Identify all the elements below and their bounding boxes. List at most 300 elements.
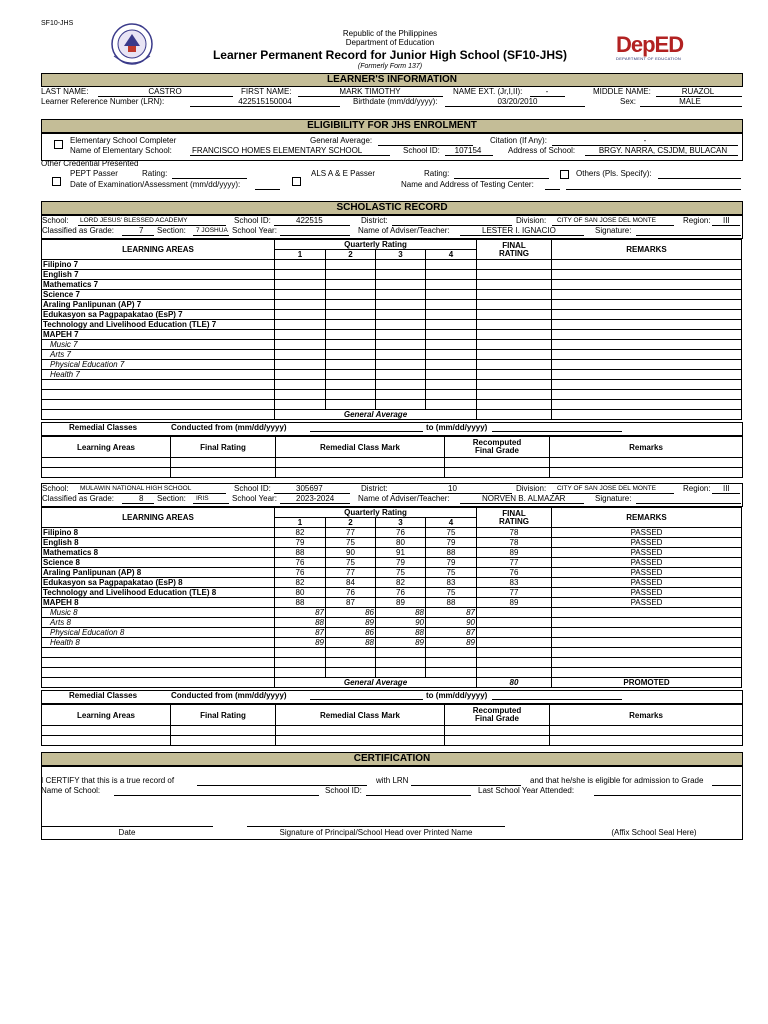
quarter-3-grade[interactable]: 88 (376, 628, 426, 638)
quarter-3-grade[interactable]: 90 (376, 618, 426, 628)
final-rating[interactable] (477, 638, 552, 648)
elem-school-value[interactable]: FRANCISCO HOMES ELEMENTARY SCHOOL (192, 146, 363, 155)
table-row (42, 350, 742, 360)
quarter-3-grade[interactable] (376, 320, 426, 330)
quarter-4-grade[interactable] (426, 310, 477, 320)
final-rating[interactable]: 89 (477, 598, 552, 608)
quarter-4-grade[interactable] (426, 360, 477, 370)
quarter-3-grade[interactable] (376, 300, 426, 310)
quarter-2-grade[interactable] (326, 270, 376, 280)
general-average-value[interactable] (477, 410, 552, 420)
quarter-2-grade[interactable] (326, 350, 376, 360)
birthdate-value[interactable]: 03/20/2010 (497, 97, 538, 106)
final-rating[interactable] (477, 628, 552, 638)
quarter-3-grade[interactable] (376, 390, 426, 400)
final-rating[interactable] (477, 618, 552, 628)
first-name-value[interactable]: MARK TIMOTHY (339, 87, 401, 96)
district-value[interactable]: 10 (448, 484, 457, 493)
remarks-cell[interactable] (552, 638, 742, 648)
quarter-3-grade[interactable] (376, 658, 426, 668)
subject-name: MAPEH 8 (42, 598, 275, 608)
header-department: Department of Education (345, 38, 435, 47)
quarter-4-grade[interactable] (426, 320, 477, 330)
quarter-2-header: 2 (326, 250, 376, 260)
quarter-2-grade[interactable] (326, 400, 376, 410)
remarks-cell[interactable]: PASSED (552, 598, 742, 608)
quarter-2-grade[interactable] (326, 648, 376, 658)
quarter-1-grade[interactable] (275, 340, 326, 350)
remedial-cell[interactable] (276, 726, 445, 736)
final-rating[interactable] (477, 340, 552, 350)
quarter-4-header: 4 (426, 250, 477, 260)
cert-school-label: Name of School: (41, 786, 101, 795)
final-rating[interactable] (477, 310, 552, 320)
remedial-cell[interactable] (171, 726, 276, 736)
address-value[interactable]: BRGY. NARRA, CSJDM, BULACAN (598, 146, 728, 155)
quarter-2-grade[interactable]: 75 (326, 558, 376, 568)
final-rating[interactable] (477, 648, 552, 658)
final-rating[interactable]: 89 (477, 548, 552, 558)
quarter-1-grade[interactable] (275, 370, 326, 380)
quarter-4-grade[interactable]: 75 (426, 568, 477, 578)
quarter-1-grade[interactable] (275, 668, 326, 678)
section-value[interactable]: 7 JOSHUA (196, 227, 228, 234)
quarter-1-grade[interactable] (275, 290, 326, 300)
remarks-cell[interactable] (552, 668, 742, 678)
remedial-cell[interactable] (42, 736, 171, 746)
quarter-4-grade[interactable] (426, 648, 477, 658)
quarter-2-grade[interactable] (326, 340, 376, 350)
remedial-cell[interactable] (42, 726, 171, 736)
subject-name: Edukasyon sa Pagpapakatao (EsP) 7 (42, 310, 275, 320)
quarter-2-grade[interactable] (326, 260, 376, 270)
quarter-1-grade[interactable]: 82 (275, 578, 326, 588)
quarter-2-grade[interactable] (326, 280, 376, 290)
remarks-cell[interactable] (552, 340, 742, 350)
final-rating-header (477, 240, 552, 260)
quarter-2-grade[interactable]: 84 (326, 578, 376, 588)
quarter-4-header: 4 (426, 518, 477, 528)
division-value[interactable]: CITY OF SAN JOSE DEL MONTE (557, 217, 656, 224)
quarter-2-grade[interactable]: 86 (326, 628, 376, 638)
quarter-2-grade[interactable]: 87 (326, 598, 376, 608)
quarter-4-grade[interactable] (426, 350, 477, 360)
cert-last-sy-line (594, 795, 741, 796)
remedial-row (42, 458, 743, 468)
remedial-cell[interactable] (445, 458, 550, 468)
als-checkbox[interactable] (292, 177, 301, 186)
quarter-1-grade[interactable] (275, 360, 326, 370)
quarter-4-grade[interactable] (426, 290, 477, 300)
quarter-1-grade[interactable]: 80 (275, 588, 326, 598)
quarter-4-grade[interactable] (426, 280, 477, 290)
final-rating[interactable] (477, 290, 552, 300)
quarter-2-grade[interactable] (326, 380, 376, 390)
general-average-label: General Average (275, 678, 477, 688)
quarter-2-grade[interactable] (326, 300, 376, 310)
final-rating[interactable]: 78 (477, 538, 552, 548)
quarter-4-grade[interactable]: 79 (426, 558, 477, 568)
remarks-cell[interactable]: PASSED (552, 568, 742, 578)
general-average-remarks[interactable]: PROMOTED (552, 678, 742, 688)
final-rating[interactable] (477, 270, 552, 280)
quarter-3-grade[interactable]: 82 (376, 578, 426, 588)
deped-logo-text: DepED (616, 32, 684, 57)
remarks-cell[interactable] (552, 360, 742, 370)
quarter-1-grade[interactable] (275, 310, 326, 320)
quarter-2-grade[interactable] (326, 668, 376, 678)
subject-name: Mathematics 7 (42, 280, 275, 290)
remarks-cell[interactable] (552, 618, 742, 628)
name-ext-value[interactable]: - (545, 87, 549, 96)
others-checkbox[interactable] (560, 170, 569, 179)
remedial-cell[interactable] (550, 458, 743, 468)
als-label: ALS A & E Passer (311, 169, 376, 178)
quarter-2-grade[interactable] (326, 360, 376, 370)
final-rating[interactable] (477, 330, 552, 340)
quarter-3-grade[interactable]: 79 (376, 558, 426, 568)
final-rating[interactable]: 76 (477, 568, 552, 578)
last-name-value[interactable]: CASTRO (148, 87, 182, 96)
quarter-4-grade[interactable]: 87 (426, 628, 477, 638)
remedial-cell[interactable] (550, 726, 743, 736)
quarter-4-grade[interactable]: 87 (426, 608, 477, 618)
quarter-4-grade[interactable] (426, 340, 477, 350)
remarks-cell[interactable] (552, 260, 742, 270)
final-rating[interactable] (477, 658, 552, 668)
lrn-label: Learner Reference Number (LRN): (41, 97, 165, 106)
rem-class-mark-header: Remedial Class Mark (276, 705, 445, 726)
remedial-cell[interactable] (42, 458, 171, 468)
quarter-3-grade[interactable]: 89 (376, 598, 426, 608)
remedial-cell[interactable] (171, 468, 276, 478)
quarter-3-grade[interactable] (376, 648, 426, 658)
others-label: Others (Pls. Specify): (576, 169, 652, 178)
citation-value[interactable]: - (643, 136, 647, 145)
region-value[interactable]: III (723, 484, 730, 493)
remarks-cell[interactable] (552, 280, 742, 290)
birthdate-line (445, 106, 585, 107)
quarter-3-grade[interactable]: 88 (376, 608, 426, 618)
subject-name: English 7 (42, 270, 275, 280)
quarter-1-grade[interactable]: 88 (275, 548, 326, 558)
elem-completer-checkbox[interactable] (54, 140, 63, 149)
general-average-value[interactable]: 80 (477, 678, 552, 688)
final-rating[interactable] (477, 380, 552, 390)
remedial-cell[interactable] (550, 468, 743, 478)
quarter-4-grade[interactable] (426, 400, 477, 410)
adviser-line (460, 503, 584, 504)
quarter-4-grade[interactable]: 83 (426, 578, 477, 588)
quarter-4-grade[interactable] (426, 658, 477, 668)
remarks-cell[interactable] (552, 380, 742, 390)
exam-date-label: Date of Examination/Assessment (mm/dd/yyyy): (70, 180, 241, 189)
final-rating[interactable] (477, 400, 552, 410)
table-row (42, 628, 742, 638)
remarks-cell[interactable] (552, 370, 742, 380)
quarter-2-grade[interactable]: 77 (326, 528, 376, 538)
quarter-1-grade[interactable] (275, 260, 326, 270)
subject-name: Technology and Livelihood Education (TLE) 8 (42, 588, 275, 598)
quarter-4-grade[interactable] (426, 300, 477, 310)
quarter-3-grade[interactable] (376, 380, 426, 390)
remedial-cell[interactable] (171, 736, 276, 746)
quarter-4-grade[interactable]: 79 (426, 538, 477, 548)
quarter-3-grade[interactable] (376, 280, 426, 290)
quarter-3-grade[interactable] (376, 270, 426, 280)
page-title: Learner Permanent Record for Junior High School (SF10-JHS) (212, 48, 568, 62)
remedial-cell[interactable] (171, 458, 276, 468)
subject-name: Science 7 (42, 290, 275, 300)
quarter-2-grade[interactable]: 89 (326, 618, 376, 628)
remedial-cell[interactable] (445, 736, 550, 746)
quarter-2-grade[interactable]: 88 (326, 638, 376, 648)
quarter-3-grade[interactable] (376, 400, 426, 410)
quarter-4-grade[interactable] (426, 380, 477, 390)
quarter-3-grade[interactable]: 91 (376, 548, 426, 558)
quarter-2-grade[interactable] (326, 330, 376, 340)
quarter-2-grade[interactable] (326, 310, 376, 320)
remarks-cell[interactable] (552, 270, 742, 280)
remedial-cell[interactable] (445, 468, 550, 478)
quarter-1-grade[interactable] (275, 380, 326, 390)
final-rating[interactable] (477, 360, 552, 370)
rem-final-rating-header: Final Rating (171, 705, 276, 726)
subject-name: Araling Panlipunan (AP) 7 (42, 300, 275, 310)
general-average-spacer (42, 410, 275, 420)
remarks-cell[interactable]: PASSED (552, 578, 742, 588)
lrn-value[interactable]: 422515150004 (238, 97, 292, 106)
remarks-cell[interactable] (552, 390, 742, 400)
final-rating[interactable] (477, 350, 552, 360)
remarks-cell[interactable] (552, 648, 742, 658)
remedial-cell[interactable] (445, 726, 550, 736)
quarter-1-grade[interactable] (275, 320, 326, 330)
remarks-cell[interactable] (552, 330, 742, 340)
cert-school-id-label: School ID: (325, 786, 362, 795)
quarter-4-grade[interactable] (426, 270, 477, 280)
quarter-4-grade[interactable]: 75 (426, 528, 477, 538)
quarter-4-grade[interactable] (426, 668, 477, 678)
quarter-3-grade[interactable]: 76 (376, 528, 426, 538)
quarter-2-grade[interactable] (326, 370, 376, 380)
quarter-1-grade[interactable]: 79 (275, 538, 326, 548)
remarks-cell[interactable]: PASSED (552, 588, 742, 598)
quarter-1-grade[interactable] (275, 330, 326, 340)
birthdate-label: Birthdate (mm/dd/yyyy): (353, 97, 438, 106)
school-id-value[interactable]: 107154 (454, 146, 482, 155)
final-rating[interactable] (477, 390, 552, 400)
section-label: Section: (157, 226, 186, 235)
grade-value[interactable]: 8 (139, 494, 144, 503)
quarter-3-grade[interactable] (376, 290, 426, 300)
quarter-4-grade[interactable]: 88 (426, 548, 477, 558)
final-rating[interactable]: 77 (477, 588, 552, 598)
remarks-cell[interactable] (552, 290, 742, 300)
remedial-bar (41, 422, 743, 437)
quarter-3-grade[interactable]: 89 (376, 638, 426, 648)
remarks-cell[interactable]: PASSED (552, 548, 742, 558)
quarter-2-grade[interactable]: 75 (326, 538, 376, 548)
rating-label: RATING (498, 248, 530, 258)
quarter-1-grade[interactable] (275, 270, 326, 280)
remarks-cell[interactable] (552, 608, 742, 618)
remedial-cell[interactable] (276, 468, 445, 478)
final-rating[interactable] (477, 370, 552, 380)
remarks-cell[interactable] (552, 300, 742, 310)
grade-value[interactable]: 7 (139, 226, 144, 235)
quarterly-rating-header: Quarterly Rating (275, 508, 477, 518)
general-average-spacer (42, 678, 275, 688)
school-year-value[interactable]: 2023-2024 (296, 494, 335, 503)
school-label: School: (42, 216, 69, 225)
pept-checkbox[interactable] (52, 177, 61, 186)
rem-class-mark-header: Remedial Class Mark (276, 437, 445, 458)
conducted-to-line (492, 431, 622, 432)
remedial-cell[interactable] (276, 736, 445, 746)
remarks-cell[interactable]: PASSED (552, 528, 742, 538)
table-row (42, 290, 742, 300)
with-lrn-text: with LRN (376, 776, 409, 785)
final-rating[interactable] (477, 260, 552, 270)
conducted-to-line (492, 699, 622, 700)
division-value[interactable]: CITY OF SAN JOSE DEL MONTE (557, 485, 656, 492)
quarter-1-grade[interactable] (275, 658, 326, 668)
remarks-cell[interactable] (552, 400, 742, 410)
quarter-3-grade[interactable] (376, 310, 426, 320)
final-rating[interactable] (477, 608, 552, 618)
quarter-4-grade[interactable]: 75 (426, 588, 477, 598)
exam-date-line (255, 189, 280, 190)
quarter-3-grade[interactable] (376, 330, 426, 340)
quarter-1-grade[interactable]: 76 (275, 568, 326, 578)
final-rating[interactable]: 77 (477, 558, 552, 568)
middle-name-value[interactable]: RUAZOL (681, 87, 715, 96)
remarks-cell[interactable] (552, 310, 742, 320)
quarter-4-grade[interactable] (426, 370, 477, 380)
eligible-text: and that he/she is eligible for admission to Grade (530, 776, 704, 785)
remarks-cell[interactable] (552, 320, 742, 330)
table-row (42, 380, 742, 390)
quarter-4-grade[interactable] (426, 390, 477, 400)
quarter-3-grade[interactable] (376, 668, 426, 678)
table-row (42, 568, 742, 578)
quarter-4-grade[interactable] (426, 330, 477, 340)
quarter-4-grade[interactable]: 89 (426, 638, 477, 648)
rem-final-rating-header: Final Rating (171, 437, 276, 458)
final-rating[interactable] (477, 300, 552, 310)
quarter-1-grade[interactable]: 76 (275, 558, 326, 568)
testing-center-line (545, 189, 560, 190)
quarter-3-grade[interactable]: 80 (376, 538, 426, 548)
school-id-line (274, 225, 350, 226)
quarter-2-grade[interactable] (326, 390, 376, 400)
quarter-2-grade[interactable] (326, 320, 376, 330)
remarks-cell[interactable] (552, 350, 742, 360)
final-rating[interactable] (477, 668, 552, 678)
quarter-1-grade[interactable]: 87 (275, 608, 326, 618)
adviser-value[interactable]: NORVEN B. ALMAZAR (482, 494, 566, 503)
final-rating[interactable] (477, 320, 552, 330)
quarter-1-grade[interactable] (275, 400, 326, 410)
final-rating[interactable] (477, 280, 552, 290)
quarter-1-grade[interactable]: 88 (275, 618, 326, 628)
school-value[interactable]: LORD JESUS' BLESSED ACADEMY (80, 217, 188, 224)
quarter-1-grade[interactable]: 87 (275, 628, 326, 638)
quarter-4-grade[interactable]: 90 (426, 618, 477, 628)
quarter-3-grade[interactable] (376, 350, 426, 360)
adviser-value[interactable]: LESTER I. IGNACIO (482, 226, 556, 235)
grades-table (41, 239, 742, 420)
remarks-cell[interactable] (552, 658, 742, 668)
school-id-value[interactable]: 305697 (296, 484, 323, 493)
quarter-1-grade[interactable] (275, 280, 326, 290)
remarks-cell[interactable]: PASSED (552, 558, 742, 568)
sex-value[interactable]: MALE (679, 97, 701, 106)
quarter-3-grade[interactable]: 75 (376, 568, 426, 578)
table-row (42, 558, 742, 568)
general-average-remarks[interactable] (552, 410, 742, 420)
quarter-2-grade[interactable]: 76 (326, 588, 376, 598)
header-subtitle: (Formerly Form 137) (357, 63, 423, 70)
quarter-3-grade[interactable] (376, 360, 426, 370)
quarter-3-grade[interactable] (376, 340, 426, 350)
quarter-4-grade[interactable] (426, 260, 477, 270)
region-label: Region: (683, 484, 711, 493)
remarks-cell[interactable]: PASSED (552, 538, 742, 548)
quarter-1-grade[interactable] (275, 648, 326, 658)
quarter-3-grade[interactable] (376, 370, 426, 380)
school-year-line (280, 235, 350, 236)
remedial-classes-label: Remedial Classes (69, 691, 138, 700)
quarter-2-grade[interactable] (326, 658, 376, 668)
subject-name: Technology and Livelihood Education (TLE) 7 (42, 320, 275, 330)
quarter-1-grade[interactable]: 88 (275, 598, 326, 608)
region-value[interactable]: III (723, 216, 730, 225)
quarter-2-grade[interactable]: 77 (326, 568, 376, 578)
quarter-1-grade[interactable]: 89 (275, 638, 326, 648)
remedial-cell[interactable] (42, 468, 171, 478)
table-row (42, 330, 742, 340)
school-id-value[interactable]: 422515 (296, 216, 323, 225)
quarter-1-grade[interactable] (275, 350, 326, 360)
quarter-3-grade[interactable]: 76 (376, 588, 426, 598)
quarter-1-grade[interactable]: 82 (275, 528, 326, 538)
quarter-1-grade[interactable] (275, 390, 326, 400)
quarter-3-grade[interactable] (376, 260, 426, 270)
remedial-classes-label: Remedial Classes (69, 423, 138, 432)
remedial-cell[interactable] (550, 736, 743, 746)
grades-table (41, 507, 742, 688)
remedial-cell[interactable] (276, 458, 445, 468)
quarter-1-grade[interactable] (275, 300, 326, 310)
subject-name (42, 380, 275, 390)
quarter-2-grade[interactable] (326, 290, 376, 300)
section-value[interactable]: IRIS (196, 495, 209, 502)
school-value[interactable]: MULAWIN NATIONAL HIGH SCHOOL (80, 485, 192, 492)
final-rating[interactable]: 78 (477, 528, 552, 538)
final-rating[interactable]: 83 (477, 578, 552, 588)
table-row (42, 260, 742, 270)
conducted-from-label: Conducted from (mm/dd/yyyy) (171, 423, 287, 432)
first-name-label: FIRST NAME: (241, 87, 292, 96)
table-row (42, 578, 742, 588)
quarter-2-grade[interactable]: 86 (326, 608, 376, 618)
remarks-cell[interactable] (552, 628, 742, 638)
quarter-2-grade[interactable]: 90 (326, 548, 376, 558)
school-label: School: (42, 484, 69, 493)
quarter-4-grade[interactable]: 88 (426, 598, 477, 608)
